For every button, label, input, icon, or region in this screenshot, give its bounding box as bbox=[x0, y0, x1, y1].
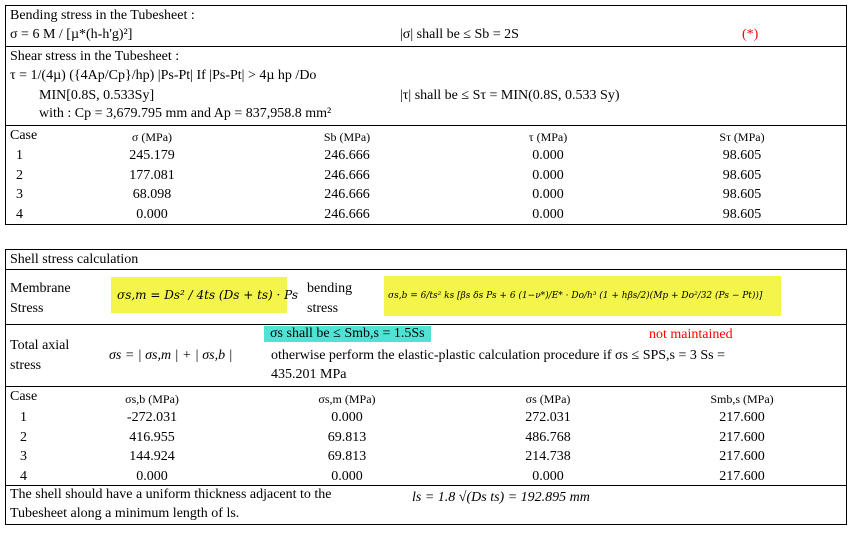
table-cell: 98.605 bbox=[722, 206, 762, 222]
table-cell: 246.666 bbox=[324, 148, 370, 163]
table-cell: 177.081 bbox=[129, 167, 175, 183]
table-cell: 0.000 bbox=[331, 468, 363, 484]
table-cell: 4 bbox=[16, 206, 23, 222]
header-stau: Sτ (MPa) bbox=[719, 130, 765, 144]
table-cell: 3 bbox=[16, 187, 23, 202]
sb-column bbox=[295, 146, 399, 224]
table-cell: 2 bbox=[16, 167, 23, 183]
table-cell: 246.666 bbox=[324, 167, 370, 183]
table-cell: 2 bbox=[20, 429, 27, 445]
table-cell: 98.605 bbox=[722, 148, 762, 163]
table-cell: 416.955 bbox=[129, 429, 175, 445]
header-sigma-s: σs (MPa) bbox=[525, 392, 571, 406]
table-cell: 246.666 bbox=[324, 187, 370, 202]
table-cell: 217.600 bbox=[719, 449, 765, 464]
header-sigma: σ (MPa) bbox=[131, 130, 173, 144]
not-maintained-note: not maintained bbox=[649, 327, 733, 342]
header-sb: Sb (MPa) bbox=[323, 130, 371, 144]
shell-stress-title: Shell stress calculation bbox=[10, 252, 139, 267]
header-sigma-sm: σs,m (MPa) bbox=[318, 392, 376, 406]
divider bbox=[5, 125, 847, 126]
table-cell: 214.738 bbox=[525, 449, 571, 464]
sigma-formula: σ = 6 M / [µ*(h-h'g)²] bbox=[10, 27, 133, 42]
header-sigma-sb: σs,b (MPa) bbox=[125, 392, 179, 406]
table-cell: -272.031 bbox=[126, 410, 178, 425]
bending-label: bending stress bbox=[307, 281, 353, 316]
membrane-formula: σs,m = Ds² / 4ts (Ds + ts) · Ps bbox=[111, 277, 287, 313]
table-cell: 1 bbox=[16, 148, 23, 163]
tau-condition: |τ| shall be ≤ Sτ = MIN(0.8S, 0.533 Sy) bbox=[400, 88, 620, 103]
table-cell: 144.924 bbox=[129, 449, 175, 464]
table-cell: 69.813 bbox=[327, 429, 367, 445]
table-cell: 0.000 bbox=[136, 206, 168, 222]
asterisk-note: (*) bbox=[742, 27, 759, 42]
header-smbs: Smb,s (MPa) bbox=[710, 392, 774, 406]
footer-text-2: Tubesheet along a minimum length of ls. bbox=[10, 506, 240, 521]
elastic-plastic-note: otherwise perform the elastic-plastic calculation procedure if σs ≤ SPS,s = 3 Ss = bbox=[271, 348, 726, 363]
smbs-column bbox=[690, 408, 794, 486]
table-cell: 0.000 bbox=[532, 187, 564, 202]
tau-column bbox=[496, 146, 600, 224]
case-column bbox=[20, 408, 50, 486]
table-cell: 217.600 bbox=[719, 410, 765, 425]
min-expression: MIN[0.8S, 0.533Sy] bbox=[39, 88, 155, 103]
sigma-column bbox=[100, 146, 204, 224]
sigma-sm-column bbox=[295, 408, 399, 486]
table-cell: 0.000 bbox=[532, 206, 564, 222]
table-cell: 486.768 bbox=[525, 429, 571, 445]
table-cell: 245.179 bbox=[129, 148, 175, 163]
table-cell: 69.813 bbox=[327, 449, 367, 464]
sigma-condition: |σ| shall be ≤ Sb = 2S bbox=[400, 27, 519, 42]
table-cell: 246.666 bbox=[324, 206, 370, 222]
total-formula: σs = | σs,m | + | σs,b | bbox=[109, 348, 233, 363]
condition-highlight: σs shall be ≤ Smb,s = 1.5Ss bbox=[264, 326, 431, 342]
table-cell: 0.000 bbox=[532, 468, 564, 484]
ls-formula: ls = 1.8 √(Ds ts) = 192.895 mm bbox=[412, 490, 590, 505]
bending-formula: σs,b = 6/ts² ks [βs δs Ps + 6 (1−ν*)/E* · Do/h³ (1 + hβs/2)(Mp + Do²/32 (Ps − Pt))] bbox=[384, 276, 781, 316]
table-cell: 217.600 bbox=[719, 468, 765, 484]
table-cell: 3 bbox=[20, 449, 27, 464]
sigma-sb-column bbox=[100, 408, 204, 486]
footer-text-1: The shell should have a uniform thickness adjacent to the bbox=[10, 487, 332, 502]
total-axial-label: Total axial stress bbox=[10, 338, 70, 373]
table-cell: 1 bbox=[20, 410, 27, 425]
divider bbox=[5, 324, 847, 325]
header-case: Case bbox=[10, 389, 38, 404]
table-cell: 0.000 bbox=[532, 148, 564, 163]
case-column bbox=[16, 146, 46, 224]
table-cell: 0.000 bbox=[331, 410, 363, 425]
table-cell: 217.600 bbox=[719, 429, 765, 445]
stau-column bbox=[690, 146, 794, 224]
table-cell: 0.000 bbox=[532, 167, 564, 183]
divider bbox=[5, 269, 847, 270]
header-tau: τ (MPa) bbox=[528, 130, 568, 144]
table-cell: 68.098 bbox=[132, 187, 172, 202]
sps-value: 435.201 MPa bbox=[271, 367, 347, 382]
table-cell: 98.605 bbox=[722, 187, 762, 202]
sigma-s-column bbox=[496, 408, 600, 486]
tau-formula: τ = 1/(4µ) ({4Ap/Cp}/hp) |Ps-Pt| If |Ps-Pt| > 4µ hp /Do bbox=[10, 68, 317, 83]
divider bbox=[5, 46, 847, 47]
table-cell: 0.000 bbox=[136, 468, 168, 484]
cp-ap-values: with : Cp = 3,679.795 mm and Ap = 837,958.8 mm² bbox=[39, 106, 332, 121]
table-cell: 272.031 bbox=[525, 410, 571, 425]
table-cell: 98.605 bbox=[722, 167, 762, 183]
shear-stress-title: Shear stress in the Tubesheet : bbox=[10, 49, 180, 64]
divider bbox=[5, 386, 847, 387]
header-case: Case bbox=[10, 128, 38, 143]
bending-stress-title: Bending stress in the Tubesheet : bbox=[10, 8, 195, 23]
membrane-label: Membrane Stress bbox=[10, 281, 71, 316]
table-cell: 4 bbox=[20, 468, 27, 484]
